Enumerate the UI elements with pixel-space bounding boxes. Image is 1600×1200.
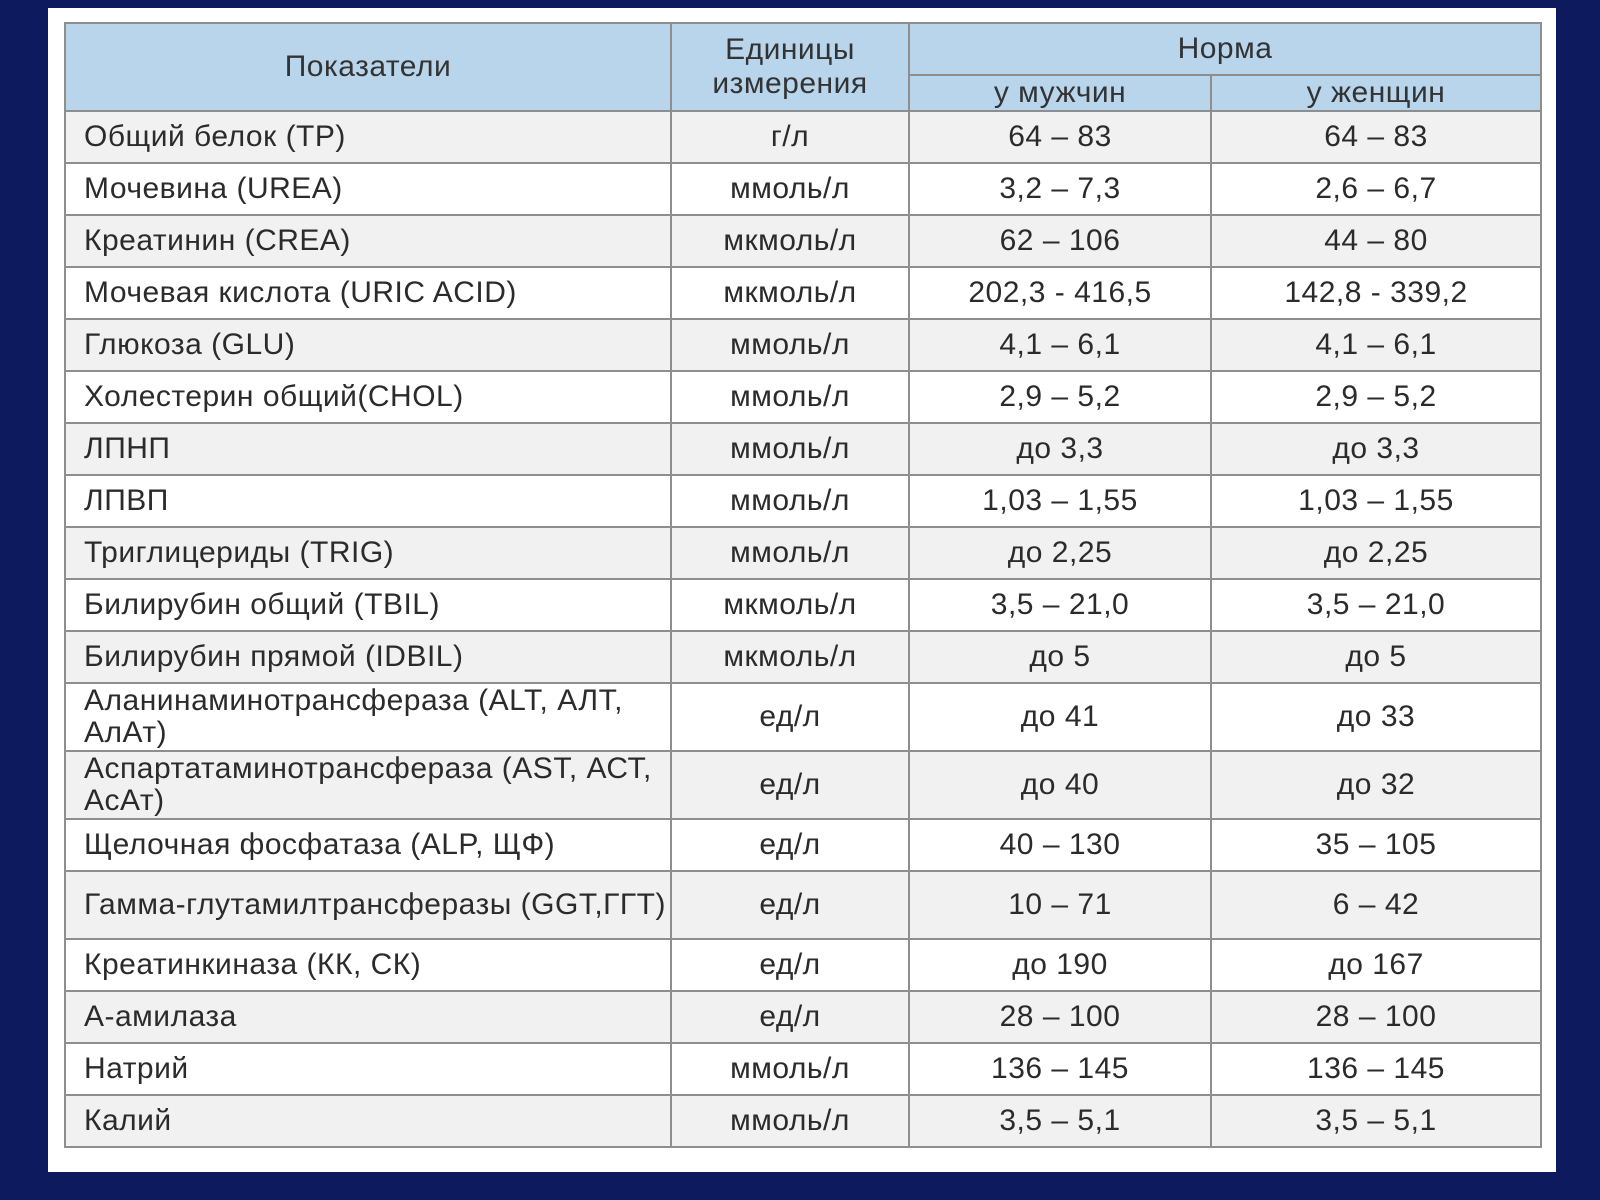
- row-norm-men: 3,2 – 7,3: [909, 163, 1211, 215]
- row-norm-men: 3,5 – 21,0: [909, 579, 1211, 631]
- table-row: [65, 423, 1541, 475]
- table-row: [65, 631, 1541, 683]
- table-header: [65, 23, 1541, 111]
- row-norm-women: 136 – 145: [1211, 1043, 1541, 1095]
- row-norm-men: 40 – 130: [909, 819, 1211, 871]
- table-row: [65, 871, 1541, 939]
- row-unit: ммоль/л: [671, 475, 909, 527]
- row-norm-men: 1,03 – 1,55: [909, 475, 1211, 527]
- row-unit: ммоль/л: [671, 527, 909, 579]
- row-norm-women: 2,6 – 6,7: [1211, 163, 1541, 215]
- row-unit: мкмоль/л: [671, 267, 909, 319]
- row-norm-women: 6 – 42: [1211, 871, 1541, 939]
- row-name: Триглицериды (TRIG): [65, 527, 671, 579]
- header-param: Показатели: [65, 23, 671, 111]
- row-norm-women: 3,5 – 5,1: [1211, 1095, 1541, 1147]
- document-sheet: [48, 8, 1556, 1172]
- row-norm-women: до 2,25: [1211, 527, 1541, 579]
- row-name: Щелочная фосфатаза (ALP, ЩФ): [65, 819, 671, 871]
- table-row: [65, 939, 1541, 991]
- row-norm-women: до 167: [1211, 939, 1541, 991]
- row-unit: г/л: [671, 111, 909, 163]
- row-norm-men: до 40: [909, 751, 1211, 819]
- table-row: [65, 527, 1541, 579]
- row-norm-women: до 33: [1211, 683, 1541, 751]
- row-norm-men: до 2,25: [909, 527, 1211, 579]
- table-row: [65, 215, 1541, 267]
- row-norm-men: 64 – 83: [909, 111, 1211, 163]
- header-men: у мужчин: [909, 75, 1211, 111]
- row-norm-women: 35 – 105: [1211, 819, 1541, 871]
- row-name: Аспартатаминотрансфераза (AST, АСТ, АсАт): [65, 751, 671, 819]
- header-norm: Норма: [909, 23, 1541, 75]
- row-norm-women: до 3,3: [1211, 423, 1541, 475]
- row-name: Аланинаминотрансфераза (ALT, АЛТ, АлАт): [65, 683, 671, 751]
- row-name: Креатинкиназа (КК, СК): [65, 939, 671, 991]
- table-row: [65, 1095, 1541, 1147]
- row-unit: ед/л: [671, 871, 909, 939]
- row-name: Гамма-глутамилтрансферазы (GGT,ГГТ): [65, 871, 671, 939]
- table-row: [65, 579, 1541, 631]
- row-unit: ед/л: [671, 751, 909, 819]
- row-norm-women: 4,1 – 6,1: [1211, 319, 1541, 371]
- row-norm-women: 44 – 80: [1211, 215, 1541, 267]
- row-unit: ммоль/л: [671, 1043, 909, 1095]
- row-norm-men: 2,9 – 5,2: [909, 371, 1211, 423]
- row-unit: мкмоль/л: [671, 631, 909, 683]
- row-norm-men: до 190: [909, 939, 1211, 991]
- row-name: Холестерин общий(CHOL): [65, 371, 671, 423]
- row-name: ЛПНП: [65, 423, 671, 475]
- row-unit: ммоль/л: [671, 423, 909, 475]
- row-norm-men: до 5: [909, 631, 1211, 683]
- row-name: Креатинин (CREA): [65, 215, 671, 267]
- row-unit: ммоль/л: [671, 163, 909, 215]
- row-norm-women: 142,8 - 339,2: [1211, 267, 1541, 319]
- row-name: Мочевая кислота (URIC ACID): [65, 267, 671, 319]
- row-norm-men: до 41: [909, 683, 1211, 751]
- table-row: [65, 751, 1541, 819]
- row-norm-women: 3,5 – 21,0: [1211, 579, 1541, 631]
- row-norm-women: 1,03 – 1,55: [1211, 475, 1541, 527]
- table-row: [65, 319, 1541, 371]
- row-norm-women: 28 – 100: [1211, 991, 1541, 1043]
- row-name: Общий белок (TP): [65, 111, 671, 163]
- row-norm-women: до 5: [1211, 631, 1541, 683]
- row-name: Мочевина (UREA): [65, 163, 671, 215]
- row-norm-women: 64 – 83: [1211, 111, 1541, 163]
- row-unit: ед/л: [671, 819, 909, 871]
- row-norm-women: 2,9 – 5,2: [1211, 371, 1541, 423]
- row-name: Билирубин прямой (IDBIL): [65, 631, 671, 683]
- row-name: А-амилаза: [65, 991, 671, 1043]
- row-norm-men: 202,3 - 416,5: [909, 267, 1211, 319]
- row-norm-men: 136 – 145: [909, 1043, 1211, 1095]
- table-row: [65, 475, 1541, 527]
- table-row: [65, 111, 1541, 163]
- row-name: Натрий: [65, 1043, 671, 1095]
- table-row: [65, 683, 1541, 751]
- table-row: [65, 991, 1541, 1043]
- row-name: Глюкоза (GLU): [65, 319, 671, 371]
- row-unit: ед/л: [671, 939, 909, 991]
- row-unit: ммоль/л: [671, 1095, 909, 1147]
- row-name: ЛПВП: [65, 475, 671, 527]
- row-norm-women: до 32: [1211, 751, 1541, 819]
- row-norm-men: 3,5 – 5,1: [909, 1095, 1211, 1147]
- table-row: [65, 163, 1541, 215]
- row-norm-men: 28 – 100: [909, 991, 1211, 1043]
- row-norm-men: до 3,3: [909, 423, 1211, 475]
- header-units: Единицы измерения: [671, 23, 909, 111]
- row-unit: мкмоль/л: [671, 579, 909, 631]
- row-norm-men: 4,1 – 6,1: [909, 319, 1211, 371]
- table-row: [65, 267, 1541, 319]
- row-norm-men: 62 – 106: [909, 215, 1211, 267]
- row-unit: ед/л: [671, 683, 909, 751]
- row-name: Калий: [65, 1095, 671, 1147]
- row-unit: ммоль/л: [671, 371, 909, 423]
- table-row: [65, 371, 1541, 423]
- table-row: [65, 819, 1541, 871]
- row-unit: мкмоль/л: [671, 215, 909, 267]
- row-norm-men: 10 – 71: [909, 871, 1211, 939]
- header-women: у женщин: [1211, 75, 1541, 111]
- table-row: [65, 1043, 1541, 1095]
- row-name: Билирубин общий (TBIL): [65, 579, 671, 631]
- row-unit: ед/л: [671, 991, 909, 1043]
- reference-table: [64, 22, 1542, 1148]
- table-body: [65, 111, 1541, 1147]
- row-unit: ммоль/л: [671, 319, 909, 371]
